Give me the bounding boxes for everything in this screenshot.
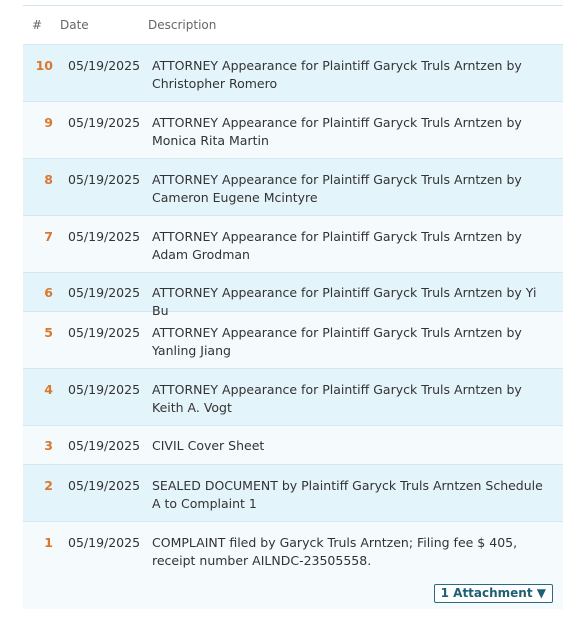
entry-description: ATTORNEY Appearance for Plaintiff Garyck Truls Arntzen by Christopher Romero [152, 58, 522, 91]
header-number: # [32, 18, 43, 32]
entry-number: 8 [44, 172, 53, 187]
entry-number: 1 [44, 535, 53, 550]
entry-number: 3 [44, 438, 53, 453]
entry-description: ATTORNEY Appearance for Plaintiff Garyck Truls Arntzen by Adam Grodman [152, 229, 522, 262]
entry-date: 05/19/2025 [68, 229, 141, 244]
entry-date: 05/19/2025 [68, 172, 141, 187]
table-row [23, 216, 563, 273]
entry-number: 10 [35, 58, 53, 73]
entry-number: 7 [44, 229, 53, 244]
entry-description: ATTORNEY Appearance for Plaintiff Garyck Truls Arntzen by Yi Bu [152, 285, 537, 318]
entry-description: ATTORNEY Appearance for Plaintiff Garyck Truls Arntzen by Keith A. Vogt [152, 382, 522, 415]
entry-date: 05/19/2025 [68, 438, 141, 453]
attachment-toggle-button[interactable]: 1 Attachment ▼ [434, 584, 553, 603]
table-row [23, 312, 563, 369]
entry-description: COMPLAINT filed by Garyck Truls Arntzen; Filing fee $ 405, receipt number AILNDC-23505558. [152, 535, 518, 568]
entry-number: 5 [44, 325, 53, 340]
table-row [23, 522, 563, 609]
table-row [23, 159, 563, 216]
entry-date: 05/19/2025 [68, 58, 141, 73]
table-row [23, 369, 563, 426]
entry-description: ATTORNEY Appearance for Plaintiff Garyck Truls Arntzen by Cameron Eugene Mcintyre [152, 172, 522, 205]
docket-table [23, 5, 563, 609]
entry-date: 05/19/2025 [68, 382, 141, 397]
entry-date: 05/19/2025 [68, 478, 141, 493]
table-row [23, 102, 563, 159]
entry-description: CIVIL Cover Sheet [152, 438, 265, 453]
table-header [23, 6, 563, 45]
entry-description: ATTORNEY Appearance for Plaintiff Garyck Truls Arntzen by Yanling Jiang [152, 325, 522, 358]
entry-date: 05/19/2025 [68, 535, 141, 550]
header-date: Date [60, 18, 89, 32]
entry-number: 2 [44, 478, 53, 493]
table-row [23, 426, 563, 465]
header-description: Description [148, 18, 217, 32]
table-row [23, 465, 563, 522]
entry-date: 05/19/2025 [68, 285, 141, 300]
entry-number: 4 [44, 382, 53, 397]
table-row [23, 45, 563, 102]
table-row [23, 273, 563, 318]
entry-date: 05/19/2025 [68, 325, 141, 340]
entry-description: ATTORNEY Appearance for Plaintiff Garyck Truls Arntzen by Monica Rita Martin [152, 115, 522, 148]
entry-number: 6 [44, 285, 53, 300]
entry-date: 05/19/2025 [68, 115, 141, 130]
entry-description: SEALED DOCUMENT by Plaintiff Garyck Truls Arntzen Schedule A to Complaint 1 [152, 478, 543, 511]
entry-number: 9 [44, 115, 53, 130]
